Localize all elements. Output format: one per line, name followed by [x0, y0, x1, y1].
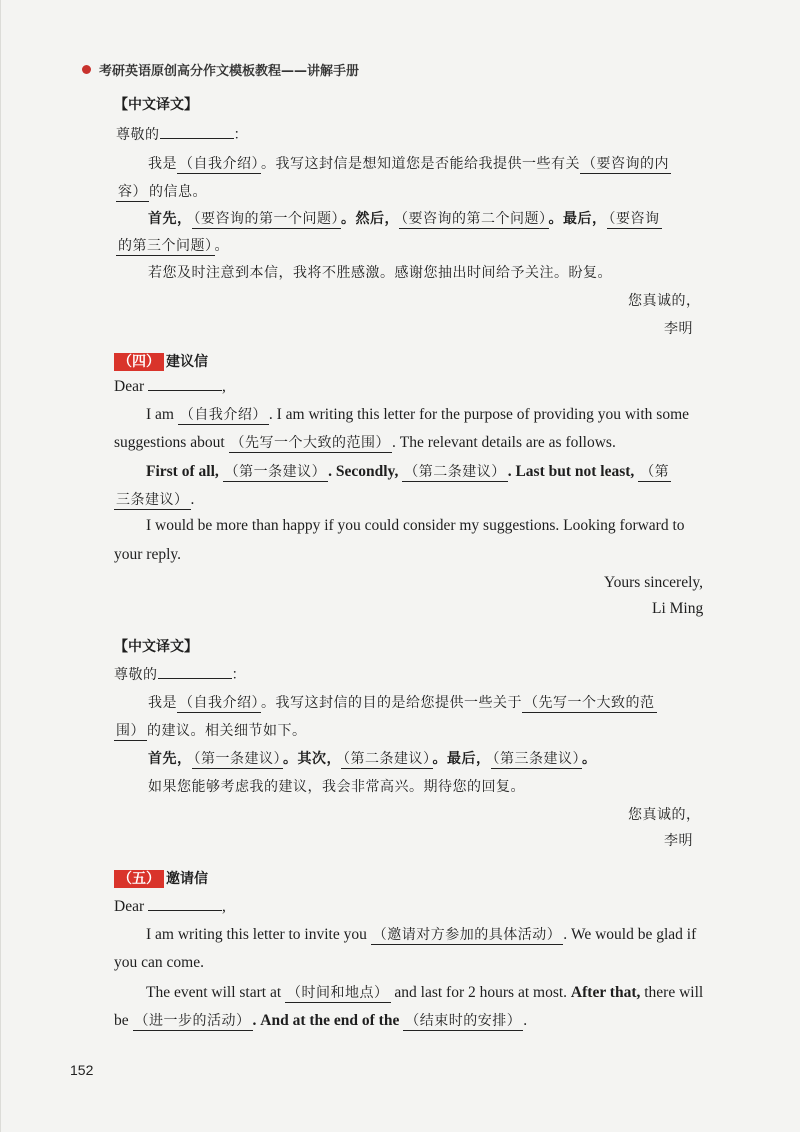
translation-2-line-1: 我是 （自我介绍） 。我写这封信的目的是给您提供一些关于 （先写一个大致的范	[148, 695, 655, 711]
translation-2-line-3: 首先， （第一条建议） 。其次， （第二条建议） 。最后， （第三条建议） 。	[148, 751, 597, 767]
paragraph-1-line-1: 我是 （自我介绍） 。我写这封信是想知道您是否能给我提供一些有关 （要咨询的内	[148, 156, 669, 172]
letter-closing: Yours sincerely,	[604, 574, 704, 591]
paragraph-1-line-2: 容） 的信息。	[118, 184, 207, 200]
bullet-icon	[82, 65, 91, 74]
header-title: 考研英语原创高分作文模板教程——讲解手册	[99, 64, 360, 79]
paragraph-3: 若您及时注意到本信，我将不胜感激。感谢您抽出时间给予关注。盼复。	[148, 265, 612, 281]
letter-line-3: First of all, （第一条建议） . Secondly, （第二条建议） . Last but not least, （第	[146, 463, 670, 480]
translation-heading: 【中文译文】	[114, 97, 198, 113]
translation-heading-2: 【中文译文】	[114, 639, 198, 655]
salutation: 尊敬的 ：	[116, 127, 248, 143]
running-header	[82, 60, 359, 79]
letter-line-1: I am （自我介绍） . I am writing this letter for the purpose of providing you with some	[146, 406, 690, 423]
closing-2: 您真诚的，	[628, 807, 701, 823]
invite-line-1: I am writing this letter to invite you （邀请对方参加的具体活动） . We would be glad if	[146, 926, 697, 943]
section-5-tag: （五）	[114, 870, 164, 888]
translation-2-line-4: 如果您能够考虑我的建议，我会非常高兴。期待您的回复。	[148, 779, 525, 795]
translation-2-line-2: 围） 的建议。相关细节如下。	[116, 723, 307, 739]
page-number: 152	[70, 1062, 94, 1078]
salutation-2: 尊敬的 ：	[114, 667, 246, 683]
paragraph-2-line-2: 的第三个问题） 。	[118, 238, 229, 254]
letter-line-4: 三条建议） .	[116, 491, 195, 508]
letter-line-5: I would be more than happy if you could consider my suggestions. Looking forward to	[146, 517, 685, 534]
section-4-tag: （四）	[114, 353, 164, 371]
dear-line: Dear ,	[114, 378, 226, 395]
letter-signature: Li Ming	[652, 600, 704, 617]
invite-line-2: you can come.	[114, 954, 204, 971]
invite-line-4: be （进一步的活动） . And at the end of the （结束时的安排） .	[114, 1012, 528, 1029]
signature: 李明	[664, 321, 693, 337]
section-5-heading	[114, 868, 208, 888]
letter-line-6: your reply.	[114, 546, 182, 563]
signature-2: 李明	[664, 833, 693, 849]
closing: 您真诚的，	[628, 293, 701, 309]
dear-line-2: Dear ,	[114, 898, 226, 915]
letter-line-2: suggestions about （先写一个大致的范围） . The relevant details are as follows.	[114, 434, 616, 451]
section-4-title: 建议信	[166, 354, 208, 370]
section-4-heading	[114, 351, 208, 371]
paragraph-2-line-1: 首先， （要咨询的第一个问题） 。然后， （要咨询的第二个问题） 。最后， （要咨询	[148, 211, 660, 227]
section-5-title: 邀请信	[166, 871, 208, 887]
invite-line-3: The event will start at （时间和地点） and last for 2 hours at most. After that, there will	[146, 984, 704, 1001]
